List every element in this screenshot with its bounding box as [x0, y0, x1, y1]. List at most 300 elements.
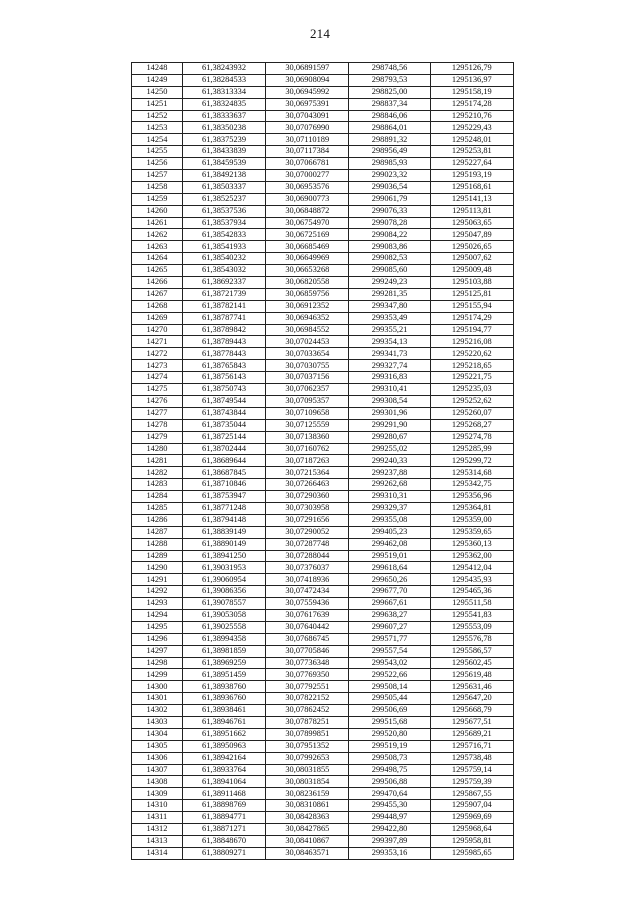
- y-coordinate-cell: 1295985,65: [430, 847, 513, 859]
- x-coordinate-cell: 298793,53: [349, 74, 430, 86]
- y-coordinate-cell: 1295969,69: [430, 812, 513, 824]
- table-row: [132, 491, 514, 503]
- longitude-cell: 30,07095357: [266, 395, 349, 407]
- longitude-cell: 30,07287748: [266, 538, 349, 550]
- y-coordinate-cell: 1295126,79: [430, 63, 513, 75]
- y-coordinate-cell: 1295359,00: [430, 514, 513, 526]
- longitude-cell: 30,07686745: [266, 633, 349, 645]
- x-coordinate-cell: 299519,01: [349, 550, 430, 562]
- point-number-cell: 14272: [132, 348, 183, 360]
- latitude-cell: 61,38749544: [182, 395, 265, 407]
- latitude-cell: 61,38848670: [182, 835, 265, 847]
- latitude-cell: 61,38771248: [182, 502, 265, 514]
- longitude-cell: 30,07076990: [266, 122, 349, 134]
- point-number-cell: 14286: [132, 514, 183, 526]
- y-coordinate-cell: 1295907,04: [430, 800, 513, 812]
- y-coordinate-cell: 1295435,93: [430, 574, 513, 586]
- latitude-cell: 61,39053058: [182, 609, 265, 621]
- point-number-cell: 14249: [132, 74, 183, 86]
- longitude-cell: 30,06891597: [266, 63, 349, 75]
- point-number-cell: 14265: [132, 265, 183, 277]
- latitude-cell: 61,38503337: [182, 181, 265, 193]
- latitude-cell: 61,38890149: [182, 538, 265, 550]
- x-coordinate-cell: 299508,73: [349, 752, 430, 764]
- y-coordinate-cell: 1295268,27: [430, 419, 513, 431]
- y-coordinate-cell: 1295314,68: [430, 467, 513, 479]
- x-coordinate-cell: 299082,53: [349, 253, 430, 265]
- latitude-cell: 61,38787741: [182, 312, 265, 324]
- x-coordinate-cell: 298956,49: [349, 146, 430, 158]
- y-coordinate-cell: 1295553,09: [430, 621, 513, 633]
- latitude-cell: 61,38324835: [182, 98, 265, 110]
- point-number-cell: 14299: [132, 669, 183, 681]
- latitude-cell: 61,38756143: [182, 372, 265, 384]
- latitude-cell: 61,38542833: [182, 229, 265, 241]
- point-number-cell: 14310: [132, 800, 183, 812]
- x-coordinate-cell: 299023,32: [349, 170, 430, 182]
- x-coordinate-cell: 299607,27: [349, 621, 430, 633]
- y-coordinate-cell: 1295362,00: [430, 550, 513, 562]
- point-number-cell: 14290: [132, 562, 183, 574]
- x-coordinate-cell: 299355,21: [349, 324, 430, 336]
- table-row: [132, 193, 514, 205]
- y-coordinate-cell: 1295218,65: [430, 360, 513, 372]
- y-coordinate-cell: 1295229,43: [430, 122, 513, 134]
- point-number-cell: 14309: [132, 788, 183, 800]
- y-coordinate-cell: 1295193,19: [430, 170, 513, 182]
- latitude-cell: 61,38743844: [182, 407, 265, 419]
- table-row: [132, 824, 514, 836]
- point-number-cell: 14308: [132, 776, 183, 788]
- y-coordinate-cell: 1295174,28: [430, 98, 513, 110]
- table-row: [132, 847, 514, 859]
- table-row: [132, 752, 514, 764]
- point-number-cell: 14278: [132, 419, 183, 431]
- y-coordinate-cell: 1295141,13: [430, 193, 513, 205]
- table-row: [132, 98, 514, 110]
- latitude-cell: 61,38492138: [182, 170, 265, 182]
- longitude-cell: 30,07066781: [266, 158, 349, 170]
- longitude-cell: 30,07033654: [266, 348, 349, 360]
- latitude-cell: 61,38809271: [182, 847, 265, 859]
- point-number-cell: 14258: [132, 181, 183, 193]
- longitude-cell: 30,06820558: [266, 277, 349, 289]
- x-coordinate-cell: 299462,08: [349, 538, 430, 550]
- longitude-cell: 30,07418936: [266, 574, 349, 586]
- longitude-cell: 30,07266463: [266, 479, 349, 491]
- table-row: [132, 764, 514, 776]
- y-coordinate-cell: 1295063,65: [430, 217, 513, 229]
- longitude-cell: 30,07030755: [266, 360, 349, 372]
- latitude-cell: 61,39086356: [182, 586, 265, 598]
- latitude-cell: 61,39060954: [182, 574, 265, 586]
- point-number-cell: 14251: [132, 98, 183, 110]
- table-row: [132, 419, 514, 431]
- y-coordinate-cell: 1295113,81: [430, 205, 513, 217]
- y-coordinate-cell: 1295252,62: [430, 395, 513, 407]
- point-number-cell: 14250: [132, 86, 183, 98]
- latitude-cell: 61,38540232: [182, 253, 265, 265]
- x-coordinate-cell: 299455,30: [349, 800, 430, 812]
- x-coordinate-cell: 299301,96: [349, 407, 430, 419]
- table-row: [132, 217, 514, 229]
- longitude-cell: 30,06848872: [266, 205, 349, 217]
- point-number-cell: 14288: [132, 538, 183, 550]
- latitude-cell: 61,38350238: [182, 122, 265, 134]
- point-number-cell: 14262: [132, 229, 183, 241]
- x-coordinate-cell: 299347,80: [349, 300, 430, 312]
- point-number-cell: 14257: [132, 170, 183, 182]
- table-row: [132, 681, 514, 693]
- x-coordinate-cell: 299557,54: [349, 645, 430, 657]
- longitude-cell: 30,06908094: [266, 74, 349, 86]
- point-number-cell: 14303: [132, 716, 183, 728]
- longitude-cell: 30,06725169: [266, 229, 349, 241]
- latitude-cell: 61,38794148: [182, 514, 265, 526]
- x-coordinate-cell: 298748,56: [349, 63, 430, 75]
- y-coordinate-cell: 1295194,77: [430, 324, 513, 336]
- latitude-cell: 61,38333637: [182, 110, 265, 122]
- x-coordinate-cell: 299061,79: [349, 193, 430, 205]
- y-coordinate-cell: 1295221,75: [430, 372, 513, 384]
- page-number: 214: [309, 26, 331, 41]
- point-number-cell: 14254: [132, 134, 183, 146]
- longitude-cell: 30,07992653: [266, 752, 349, 764]
- table-row: [132, 538, 514, 550]
- longitude-cell: 30,06953576: [266, 181, 349, 193]
- y-coordinate-cell: 1295227,64: [430, 158, 513, 170]
- y-coordinate-cell: 1295867,55: [430, 788, 513, 800]
- table-row: [132, 479, 514, 491]
- latitude-cell: 61,38537536: [182, 205, 265, 217]
- latitude-cell: 61,38725144: [182, 431, 265, 443]
- latitude-cell: 61,38375239: [182, 134, 265, 146]
- latitude-cell: 61,38789443: [182, 336, 265, 348]
- x-coordinate-cell: 298891,32: [349, 134, 430, 146]
- point-number-cell: 14305: [132, 740, 183, 752]
- x-coordinate-cell: 299353,49: [349, 312, 430, 324]
- longitude-cell: 30,06649969: [266, 253, 349, 265]
- latitude-cell: 61,39031953: [182, 562, 265, 574]
- table-row: [132, 835, 514, 847]
- point-number-cell: 14253: [132, 122, 183, 134]
- table-row: [132, 122, 514, 134]
- x-coordinate-cell: 299085,60: [349, 265, 430, 277]
- x-coordinate-cell: 299355,08: [349, 514, 430, 526]
- point-number-cell: 14283: [132, 479, 183, 491]
- longitude-cell: 30,08427865: [266, 824, 349, 836]
- point-number-cell: 14275: [132, 384, 183, 396]
- x-coordinate-cell: 299520,80: [349, 728, 430, 740]
- y-coordinate-cell: 1295155,94: [430, 300, 513, 312]
- x-coordinate-cell: 299341,73: [349, 348, 430, 360]
- longitude-cell: 30,08031854: [266, 776, 349, 788]
- table-row: [132, 657, 514, 669]
- y-coordinate-cell: 1295047,89: [430, 229, 513, 241]
- point-number-cell: 14255: [132, 146, 183, 158]
- point-number-cell: 14261: [132, 217, 183, 229]
- y-coordinate-cell: 1295285,99: [430, 443, 513, 455]
- longitude-cell: 30,07062357: [266, 384, 349, 396]
- point-number-cell: 14297: [132, 645, 183, 657]
- y-coordinate-cell: 1295759,14: [430, 764, 513, 776]
- x-coordinate-cell: 298825,00: [349, 86, 430, 98]
- table-row: [132, 598, 514, 610]
- x-coordinate-cell: 299543,02: [349, 657, 430, 669]
- longitude-cell: 30,07288044: [266, 550, 349, 562]
- x-coordinate-cell: 299255,02: [349, 443, 430, 455]
- x-coordinate-cell: 299308,54: [349, 395, 430, 407]
- longitude-cell: 30,06754970: [266, 217, 349, 229]
- latitude-cell: 61,38941064: [182, 776, 265, 788]
- point-number-cell: 14280: [132, 443, 183, 455]
- longitude-cell: 30,07878251: [266, 716, 349, 728]
- point-number-cell: 14259: [132, 193, 183, 205]
- longitude-cell: 30,06946352: [266, 312, 349, 324]
- latitude-cell: 61,38537934: [182, 217, 265, 229]
- point-number-cell: 14276: [132, 395, 183, 407]
- x-coordinate-cell: 299291,90: [349, 419, 430, 431]
- point-number-cell: 14269: [132, 312, 183, 324]
- x-coordinate-cell: 299618,64: [349, 562, 430, 574]
- longitude-cell: 30,07640442: [266, 621, 349, 633]
- x-coordinate-cell: 299353,16: [349, 847, 430, 859]
- latitude-cell: 61,38951662: [182, 728, 265, 740]
- table-row: [132, 348, 514, 360]
- x-coordinate-cell: 299327,74: [349, 360, 430, 372]
- latitude-cell: 61,38735044: [182, 419, 265, 431]
- longitude-cell: 30,07792551: [266, 681, 349, 693]
- y-coordinate-cell: 1295007,62: [430, 253, 513, 265]
- table-row: [132, 788, 514, 800]
- y-coordinate-cell: 1295511,58: [430, 598, 513, 610]
- point-number-cell: 14296: [132, 633, 183, 645]
- y-coordinate-cell: 1295274,78: [430, 431, 513, 443]
- y-coordinate-cell: 1295168,61: [430, 181, 513, 193]
- y-coordinate-cell: 1295759,39: [430, 776, 513, 788]
- longitude-cell: 30,07899851: [266, 728, 349, 740]
- y-coordinate-cell: 1295174,29: [430, 312, 513, 324]
- point-number-cell: 14263: [132, 241, 183, 253]
- latitude-cell: 61,38692337: [182, 277, 265, 289]
- x-coordinate-cell: 299638,27: [349, 609, 430, 621]
- latitude-cell: 61,38243932: [182, 63, 265, 75]
- longitude-cell: 30,07951352: [266, 740, 349, 752]
- latitude-cell: 61,38981859: [182, 645, 265, 657]
- y-coordinate-cell: 1295220,62: [430, 348, 513, 360]
- point-number-cell: 14292: [132, 586, 183, 598]
- table-row: [132, 443, 514, 455]
- table-row: [132, 621, 514, 633]
- longitude-cell: 30,07376037: [266, 562, 349, 574]
- table-row: [132, 324, 514, 336]
- latitude-cell: 61,38710846: [182, 479, 265, 491]
- longitude-cell: 30,07290360: [266, 491, 349, 503]
- y-coordinate-cell: 1295253,81: [430, 146, 513, 158]
- point-number-cell: 14264: [132, 253, 183, 265]
- latitude-cell: 61,38313334: [182, 86, 265, 98]
- longitude-cell: 30,07769350: [266, 669, 349, 681]
- x-coordinate-cell: 299448,97: [349, 812, 430, 824]
- point-number-cell: 14248: [132, 63, 183, 75]
- latitude-cell: 61,38894771: [182, 812, 265, 824]
- point-number-cell: 14285: [132, 502, 183, 514]
- table-row: [132, 728, 514, 740]
- y-coordinate-cell: 1295412,04: [430, 562, 513, 574]
- table-row: [132, 241, 514, 253]
- table-row: [132, 502, 514, 514]
- table-row: [132, 277, 514, 289]
- table-row: [132, 800, 514, 812]
- latitude-cell: 61,38839149: [182, 526, 265, 538]
- y-coordinate-cell: 1295158,19: [430, 86, 513, 98]
- table-row: [132, 110, 514, 122]
- point-number-cell: 14306: [132, 752, 183, 764]
- table-row: [132, 395, 514, 407]
- x-coordinate-cell: 298837,34: [349, 98, 430, 110]
- latitude-cell: 61,38898769: [182, 800, 265, 812]
- table-row: [132, 705, 514, 717]
- x-coordinate-cell: 299519,19: [349, 740, 430, 752]
- table-row: [132, 693, 514, 705]
- table-row: [132, 574, 514, 586]
- table-row: [132, 740, 514, 752]
- x-coordinate-cell: 299316,83: [349, 372, 430, 384]
- x-coordinate-cell: 299310,31: [349, 491, 430, 503]
- x-coordinate-cell: 299571,77: [349, 633, 430, 645]
- table-row: [132, 455, 514, 467]
- y-coordinate-cell: 1295359,65: [430, 526, 513, 538]
- point-number-cell: 14301: [132, 693, 183, 705]
- y-coordinate-cell: 1295026,65: [430, 241, 513, 253]
- y-coordinate-cell: 1295689,21: [430, 728, 513, 740]
- point-number-cell: 14279: [132, 431, 183, 443]
- latitude-cell: 61,38687845: [182, 467, 265, 479]
- x-coordinate-cell: 299470,64: [349, 788, 430, 800]
- point-number-cell: 14302: [132, 705, 183, 717]
- longitude-cell: 30,07000277: [266, 170, 349, 182]
- longitude-cell: 30,07559436: [266, 598, 349, 610]
- x-coordinate-cell: 299405,23: [349, 526, 430, 538]
- x-coordinate-cell: 299522,66: [349, 669, 430, 681]
- x-coordinate-cell: 299084,22: [349, 229, 430, 241]
- point-number-cell: 14307: [132, 764, 183, 776]
- point-number-cell: 14256: [132, 158, 183, 170]
- x-coordinate-cell: 299262,68: [349, 479, 430, 491]
- y-coordinate-cell: 1295136,97: [430, 74, 513, 86]
- y-coordinate-cell: 1295364,81: [430, 502, 513, 514]
- x-coordinate-cell: 299677,70: [349, 586, 430, 598]
- point-number-cell: 14260: [132, 205, 183, 217]
- x-coordinate-cell: 299667,61: [349, 598, 430, 610]
- point-number-cell: 14313: [132, 835, 183, 847]
- table-row: [132, 812, 514, 824]
- y-coordinate-cell: 1295465,36: [430, 586, 513, 598]
- latitude-cell: 61,38938461: [182, 705, 265, 717]
- longitude-cell: 30,07472434: [266, 586, 349, 598]
- latitude-cell: 61,38994358: [182, 633, 265, 645]
- latitude-cell: 61,38459539: [182, 158, 265, 170]
- table-row: [132, 253, 514, 265]
- y-coordinate-cell: 1295009,48: [430, 265, 513, 277]
- y-coordinate-cell: 1295299,72: [430, 455, 513, 467]
- x-coordinate-cell: 299237,88: [349, 467, 430, 479]
- point-number-cell: 14268: [132, 300, 183, 312]
- x-coordinate-cell: 299498,75: [349, 764, 430, 776]
- x-coordinate-cell: 299422,80: [349, 824, 430, 836]
- point-number-cell: 14277: [132, 407, 183, 419]
- longitude-cell: 30,07862452: [266, 705, 349, 717]
- table-row: [132, 550, 514, 562]
- table-row: [132, 407, 514, 419]
- table-row: [132, 586, 514, 598]
- latitude-cell: 61,38933764: [182, 764, 265, 776]
- y-coordinate-cell: 1295342,75: [430, 479, 513, 491]
- y-coordinate-cell: 1295968,64: [430, 824, 513, 836]
- longitude-cell: 30,08236159: [266, 788, 349, 800]
- table-row: [132, 526, 514, 538]
- x-coordinate-cell: 299650,26: [349, 574, 430, 586]
- latitude-cell: 61,38541933: [182, 241, 265, 253]
- latitude-cell: 61,38284533: [182, 74, 265, 86]
- latitude-cell: 61,38942164: [182, 752, 265, 764]
- longitude-cell: 30,07290052: [266, 526, 349, 538]
- y-coordinate-cell: 1295677,51: [430, 716, 513, 728]
- y-coordinate-cell: 1295216,08: [430, 336, 513, 348]
- longitude-cell: 30,07736348: [266, 657, 349, 669]
- longitude-cell: 30,06859756: [266, 288, 349, 300]
- table-row: [132, 514, 514, 526]
- x-coordinate-cell: 298985,93: [349, 158, 430, 170]
- x-coordinate-cell: 299281,35: [349, 288, 430, 300]
- y-coordinate-cell: 1295103,88: [430, 277, 513, 289]
- table-row: [132, 288, 514, 300]
- x-coordinate-cell: 299506,88: [349, 776, 430, 788]
- table-row: [132, 181, 514, 193]
- point-number-cell: 14273: [132, 360, 183, 372]
- longitude-cell: 30,06653268: [266, 265, 349, 277]
- table-row: [132, 86, 514, 98]
- latitude-cell: 61,38525237: [182, 193, 265, 205]
- y-coordinate-cell: 1295541,83: [430, 609, 513, 621]
- latitude-cell: 61,39078557: [182, 598, 265, 610]
- y-coordinate-cell: 1295619,48: [430, 669, 513, 681]
- point-number-cell: 14252: [132, 110, 183, 122]
- longitude-cell: 30,07109658: [266, 407, 349, 419]
- point-number-cell: 14270: [132, 324, 183, 336]
- y-coordinate-cell: 1295260,07: [430, 407, 513, 419]
- table-row: [132, 265, 514, 277]
- latitude-cell: 61,38871271: [182, 824, 265, 836]
- point-number-cell: 14282: [132, 467, 183, 479]
- x-coordinate-cell: 299076,33: [349, 205, 430, 217]
- y-coordinate-cell: 1295716,71: [430, 740, 513, 752]
- longitude-cell: 30,07705846: [266, 645, 349, 657]
- point-number-cell: 14284: [132, 491, 183, 503]
- longitude-cell: 30,07037156: [266, 372, 349, 384]
- point-number-cell: 14281: [132, 455, 183, 467]
- table-row: [132, 74, 514, 86]
- longitude-cell: 30,07822152: [266, 693, 349, 705]
- table-row: [132, 170, 514, 182]
- longitude-cell: 30,07043091: [266, 110, 349, 122]
- longitude-cell: 30,07160762: [266, 443, 349, 455]
- table-row: [132, 312, 514, 324]
- point-number-cell: 14293: [132, 598, 183, 610]
- table-row: [132, 134, 514, 146]
- y-coordinate-cell: 1295576,78: [430, 633, 513, 645]
- longitude-cell: 30,07291656: [266, 514, 349, 526]
